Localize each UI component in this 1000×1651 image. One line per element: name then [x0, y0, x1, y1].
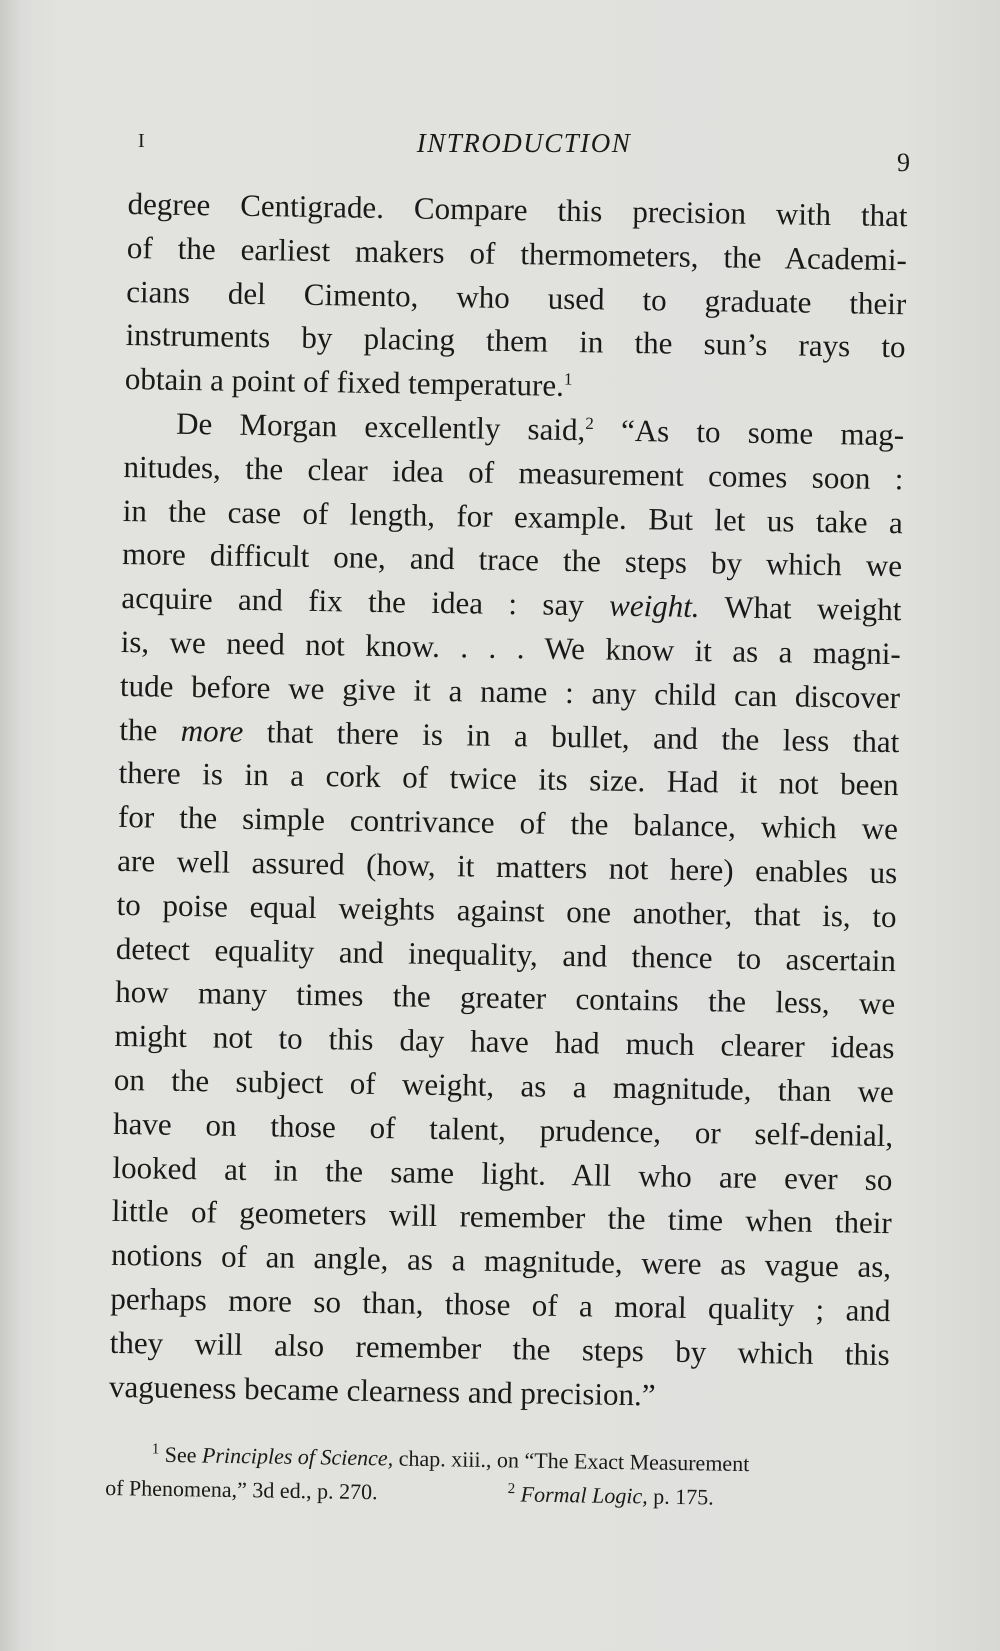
text-line-fragment: might not to this day have had much clearer ideas [114, 1018, 895, 1066]
footnote-1-marker: 1 [151, 1441, 160, 1458]
text-line-fragment: tude before we give it a name : any child can discover [119, 667, 901, 715]
text-line-fragment: they will also remember the steps by which this [109, 1324, 890, 1372]
footnote-2-text: p. 175. [647, 1483, 714, 1510]
text-line-fragment: is, we need not know. . . . We know it as a magni- [120, 623, 901, 672]
text-line-fragment: of the earliest makers of thermometers, the Academi- [126, 229, 908, 278]
footnote-2-title: Formal Logic, [520, 1481, 648, 1509]
text-line-fragment: are well assured (how, it matters not here) enables us [117, 842, 898, 891]
text-line-fragment: obtain a point of fixed temperature. [124, 361, 565, 404]
running-title: INTRODUCTION [416, 128, 632, 158]
text-line-fragment: vagueness became clearness and precision.” [108, 1368, 656, 1412]
footnote-reference: 1 [563, 369, 573, 389]
running-head [138, 128, 910, 177]
text-line-fragment: “As to some mag- [593, 412, 905, 453]
text-line-fragment: to poise equal weights against one another, that is, to [116, 886, 897, 934]
footnote-2-marker: 2 [507, 1480, 516, 1498]
footnotes [105, 1437, 884, 1517]
text-line-fragment: for the simple contrivance of the balance, which we [117, 799, 899, 847]
text-line-fragment: in the case of length, for example. But let us take a [122, 492, 904, 540]
text-line-fragment: instruments by placing them in the sun’s rays to [125, 317, 906, 365]
footnote-reference: 2 [585, 413, 595, 434]
footnote-1-text-cont: chap. xiii., on “The Exact Measurement [392, 1445, 750, 1477]
text-line-fragment: there is in a cork of twice its size. Had it not been [118, 755, 899, 803]
text-line-fragment: detect equality and inequality, and thence to ascertain [115, 930, 897, 978]
text-line-fragment: how many times the greater contains the less, we [115, 974, 896, 1022]
text-line-fragment: have on those of talent, prudence, or self-denial, [112, 1105, 894, 1153]
page-number: 9 [897, 148, 910, 177]
text-line-fragment: the [119, 711, 182, 748]
text-line-fragment: acquire and fix the idea : say [121, 580, 610, 623]
text-line-fragment: on the subject of weight, as a magnitude, than we [113, 1061, 895, 1110]
text-line-fragment: nitudes, the clear idea of measurement comes soon : [123, 448, 904, 496]
body-text [109, 182, 908, 1420]
text-line-fragment: cians del Cimento, who used to graduate their [126, 273, 907, 321]
text-line-fragment: more difficult one, and trace the steps by which we [121, 536, 903, 584]
text-line-fragment: perhaps more so than, those of a moral quality ; and [110, 1280, 891, 1329]
italic-word: weight. [608, 587, 700, 625]
text-line-fragment: looked at in the same light. All who are ever so [112, 1149, 893, 1197]
footnote-1-continuation: of Phenomena,” 3d ed., p. 270. [105, 1474, 378, 1505]
text-line-fragment: degree Centigrade. Compare this precision with that [127, 185, 908, 234]
text-line-fragment: that there is in a bullet, and the less that [243, 713, 900, 759]
chapter-numeral: I [138, 130, 145, 152]
footnote-1-text: See [159, 1441, 203, 1468]
footnote-1-title: Principles of Science, [201, 1442, 394, 1471]
text-line-fragment: notions of an angle, as a magnitude, were as vague as, [110, 1236, 892, 1285]
text-line-fragment: What weight [699, 589, 902, 628]
text-line-fragment: De Morgan excellently said, [175, 405, 586, 448]
text-line-fragment: little of geometers will remember the time when their [111, 1193, 893, 1241]
italic-word: more [180, 712, 244, 749]
